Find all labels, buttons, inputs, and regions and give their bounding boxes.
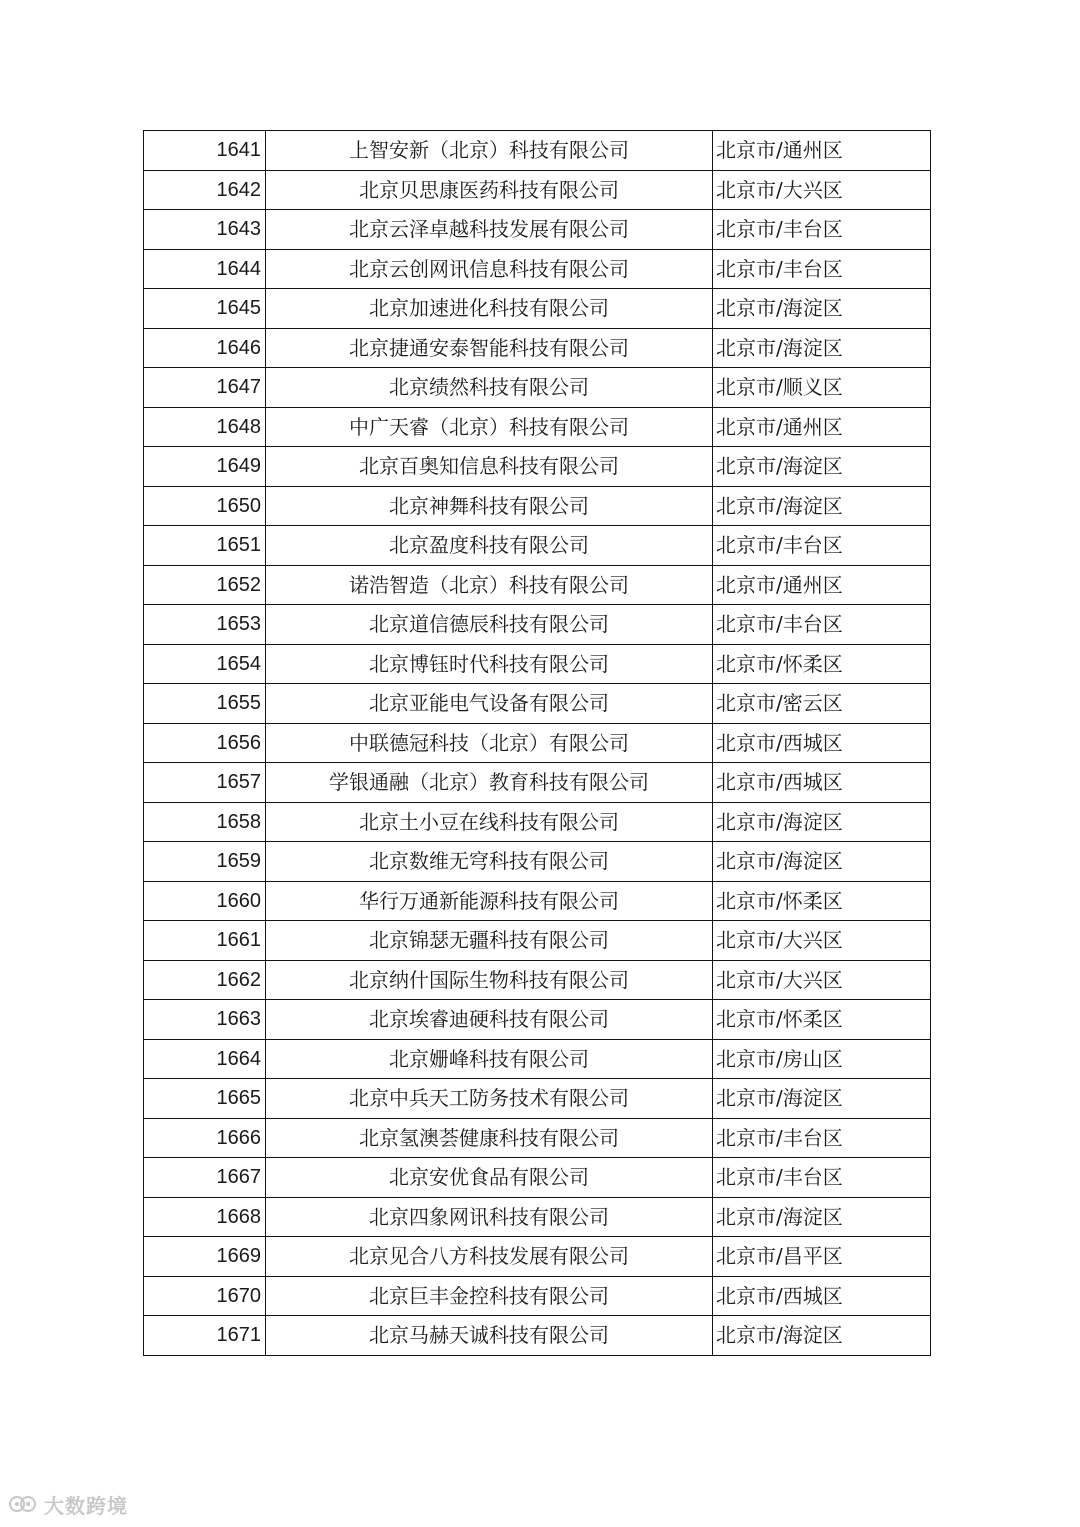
table-body	[144, 131, 931, 1356]
company-name-cell: 北京数维无穹科技有限公司	[266, 842, 713, 882]
row-number-cell: 1651	[144, 526, 266, 566]
brand-logo-icon	[8, 1491, 38, 1517]
company-name-cell: 北京绩然科技有限公司	[266, 368, 713, 408]
row-number-cell: 1663	[144, 1000, 266, 1040]
location-cell: 北京市/大兴区	[713, 170, 931, 210]
location-cell: 北京市/怀柔区	[713, 644, 931, 684]
location-cell: 北京市/密云区	[713, 684, 931, 724]
watermark-text: 大数跨境	[44, 1493, 128, 1518]
table-row	[144, 328, 931, 368]
row-number-cell: 1665	[144, 1079, 266, 1119]
row-number-cell: 1643	[144, 210, 266, 250]
company-name-cell: 北京亚能电气设备有限公司	[266, 684, 713, 724]
row-number-cell: 1670	[144, 1276, 266, 1316]
company-name-cell: 北京马赫天诚科技有限公司	[266, 1316, 713, 1356]
company-name-cell: 北京云创网讯信息科技有限公司	[266, 249, 713, 289]
location-cell: 北京市/通州区	[713, 407, 931, 447]
location-cell: 北京市/大兴区	[713, 921, 931, 961]
table-row	[144, 644, 931, 684]
table-row	[144, 802, 931, 842]
location-cell: 北京市/海淀区	[713, 1079, 931, 1119]
company-name-cell: 诺浩智造（北京）科技有限公司	[266, 565, 713, 605]
table-row	[144, 605, 931, 645]
table-row	[144, 763, 931, 803]
company-name-cell: 北京巨丰金控科技有限公司	[266, 1276, 713, 1316]
location-cell: 北京市/丰台区	[713, 249, 931, 289]
company-name-cell: 北京盈度科技有限公司	[266, 526, 713, 566]
row-number-cell: 1662	[144, 960, 266, 1000]
row-number-cell: 1661	[144, 921, 266, 961]
table-row	[144, 1118, 931, 1158]
row-number-cell: 1653	[144, 605, 266, 645]
row-number-cell: 1656	[144, 723, 266, 763]
row-number-cell: 1654	[144, 644, 266, 684]
company-list-table	[143, 130, 931, 1356]
location-cell: 北京市/怀柔区	[713, 881, 931, 921]
table-row	[144, 407, 931, 447]
company-name-cell: 北京安优食品有限公司	[266, 1158, 713, 1198]
table-row	[144, 1079, 931, 1119]
location-cell: 北京市/昌平区	[713, 1237, 931, 1277]
table-row	[144, 368, 931, 408]
row-number-cell: 1646	[144, 328, 266, 368]
table-row	[144, 289, 931, 329]
company-name-cell: 北京中兵天工防务技术有限公司	[266, 1079, 713, 1119]
location-cell: 北京市/丰台区	[713, 526, 931, 566]
row-number-cell: 1647	[144, 368, 266, 408]
company-name-cell: 北京土小豆在线科技有限公司	[266, 802, 713, 842]
company-name-cell: 中联德冠科技（北京）有限公司	[266, 723, 713, 763]
table-row	[144, 210, 931, 250]
row-number-cell: 1660	[144, 881, 266, 921]
table-row	[144, 1237, 931, 1277]
row-number-cell: 1649	[144, 447, 266, 487]
company-name-cell: 北京四象网讯科技有限公司	[266, 1197, 713, 1237]
row-number-cell: 1645	[144, 289, 266, 329]
table-row	[144, 881, 931, 921]
location-cell: 北京市/海淀区	[713, 289, 931, 329]
location-cell: 北京市/海淀区	[713, 486, 931, 526]
company-name-cell: 北京锦瑟无疆科技有限公司	[266, 921, 713, 961]
location-cell: 北京市/怀柔区	[713, 1000, 931, 1040]
company-name-cell: 中广天睿（北京）科技有限公司	[266, 407, 713, 447]
table-row	[144, 842, 931, 882]
location-cell: 北京市/海淀区	[713, 328, 931, 368]
location-cell: 北京市/丰台区	[713, 1158, 931, 1198]
location-cell: 北京市/海淀区	[713, 1197, 931, 1237]
company-name-cell: 北京神舞科技有限公司	[266, 486, 713, 526]
company-name-cell: 北京见合八方科技发展有限公司	[266, 1237, 713, 1277]
row-number-cell: 1667	[144, 1158, 266, 1198]
row-number-cell: 1664	[144, 1039, 266, 1079]
company-name-cell: 北京氢澳荟健康科技有限公司	[266, 1118, 713, 1158]
location-cell: 北京市/西城区	[713, 723, 931, 763]
company-name-cell: 北京埃睿迪硬科技有限公司	[266, 1000, 713, 1040]
table-row	[144, 1039, 931, 1079]
company-name-cell: 北京姗峰科技有限公司	[266, 1039, 713, 1079]
location-cell: 北京市/丰台区	[713, 210, 931, 250]
location-cell: 北京市/通州区	[713, 131, 931, 171]
location-cell: 北京市/西城区	[713, 763, 931, 803]
watermark	[8, 1489, 128, 1519]
row-number-cell: 1642	[144, 170, 266, 210]
table-row	[144, 960, 931, 1000]
row-number-cell: 1641	[144, 131, 266, 171]
location-cell: 北京市/房山区	[713, 1039, 931, 1079]
row-number-cell: 1658	[144, 802, 266, 842]
table-row	[144, 526, 931, 566]
company-name-cell: 北京贝思康医药科技有限公司	[266, 170, 713, 210]
row-number-cell: 1655	[144, 684, 266, 724]
row-number-cell: 1652	[144, 565, 266, 605]
row-number-cell: 1666	[144, 1118, 266, 1158]
location-cell: 北京市/顺义区	[713, 368, 931, 408]
company-name-cell: 北京博钰时代科技有限公司	[266, 644, 713, 684]
row-number-cell: 1669	[144, 1237, 266, 1277]
row-number-cell: 1657	[144, 763, 266, 803]
row-number-cell: 1659	[144, 842, 266, 882]
location-cell: 北京市/大兴区	[713, 960, 931, 1000]
table-row	[144, 1197, 931, 1237]
company-name-cell: 华行万通新能源科技有限公司	[266, 881, 713, 921]
location-cell: 北京市/通州区	[713, 565, 931, 605]
table-row	[144, 565, 931, 605]
table-row	[144, 684, 931, 724]
company-name-cell: 北京百奥知信息科技有限公司	[266, 447, 713, 487]
company-name-cell: 北京加速进化科技有限公司	[266, 289, 713, 329]
table-row	[144, 1000, 931, 1040]
table-row	[144, 1158, 931, 1198]
location-cell: 北京市/丰台区	[713, 605, 931, 645]
table-row	[144, 447, 931, 487]
row-number-cell: 1650	[144, 486, 266, 526]
location-cell: 北京市/海淀区	[713, 1316, 931, 1356]
location-cell: 北京市/海淀区	[713, 447, 931, 487]
table-row	[144, 723, 931, 763]
row-number-cell: 1644	[144, 249, 266, 289]
table-row	[144, 921, 931, 961]
table-row	[144, 249, 931, 289]
row-number-cell: 1668	[144, 1197, 266, 1237]
table-row	[144, 1276, 931, 1316]
company-name-cell: 北京云泽卓越科技发展有限公司	[266, 210, 713, 250]
location-cell: 北京市/海淀区	[713, 842, 931, 882]
company-name-cell: 上智安新（北京）科技有限公司	[266, 131, 713, 171]
row-number-cell: 1648	[144, 407, 266, 447]
location-cell: 北京市/海淀区	[713, 802, 931, 842]
table-row	[144, 486, 931, 526]
company-name-cell: 北京纳什国际生物科技有限公司	[266, 960, 713, 1000]
company-name-cell: 北京捷通安泰智能科技有限公司	[266, 328, 713, 368]
table-row	[144, 170, 931, 210]
table-row	[144, 131, 931, 171]
row-number-cell: 1671	[144, 1316, 266, 1356]
company-name-cell: 北京道信德辰科技有限公司	[266, 605, 713, 645]
location-cell: 北京市/丰台区	[713, 1118, 931, 1158]
company-name-cell: 学银通融（北京）教育科技有限公司	[266, 763, 713, 803]
table-row	[144, 1316, 931, 1356]
location-cell: 北京市/西城区	[713, 1276, 931, 1316]
